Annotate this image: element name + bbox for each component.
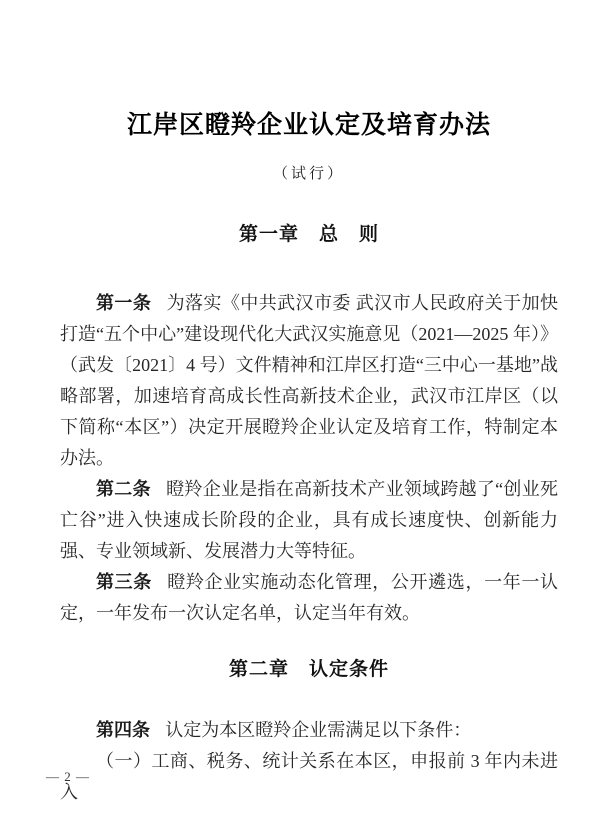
article-paragraph — [60, 567, 558, 629]
article2-text: 瞪羚企业是指在高新技术产业领域跨越了“创业死亡谷”进入快速成长阶段的企业，具有成长速度快、创新能力强、专业领域新、发展潜力大等特征。 — [60, 479, 558, 561]
article3-text: 瞪羚企业实施动态化管理，公开遴选，一年一认定，一年发布一次认定名单，认定当年有效。 — [60, 572, 559, 623]
chapter1-body — [60, 288, 558, 629]
article2-label: 第二条 — [96, 479, 151, 499]
article-paragraph — [60, 474, 558, 567]
article1-label: 第一条 — [96, 293, 152, 313]
chapter1-heading: 第一章 总 则 — [238, 224, 379, 245]
article1-text: 为落实《中共武汉市委 武汉市人民政府关于加快打造“五个中心”建设现代化大武汉实施意见（2021—2025 年）》（武发〔2021〕4 号）文件精神和江岸区打造“三中心一基地”战略部署，加速培育高成长性高新技术企业，武汉市江岸区（以下简称“本区”）决定开展瞪羚企业认定及培育工作，特制定本办法。 — [60, 293, 559, 468]
clause-paragraph: （一）工商、税务、统计关系在本区，申报前 3 年内未进入 — [60, 751, 558, 802]
article4-label: 第四条 — [96, 720, 150, 740]
document-subtitle: （试行） — [272, 166, 345, 182]
article-paragraph — [60, 288, 558, 474]
article4-text: 认定为本区瞪羚企业需满足以下条件： — [165, 720, 472, 740]
page-number: — 2 — — [46, 769, 90, 784]
chapter2-body — [60, 715, 558, 808]
document-title: 江岸区瞪羚企业认定及培育办法 — [126, 112, 491, 139]
chapter2-heading: 第二章 认定条件 — [228, 659, 389, 680]
article-paragraph — [60, 715, 558, 746]
article3-label: 第三条 — [96, 572, 152, 592]
